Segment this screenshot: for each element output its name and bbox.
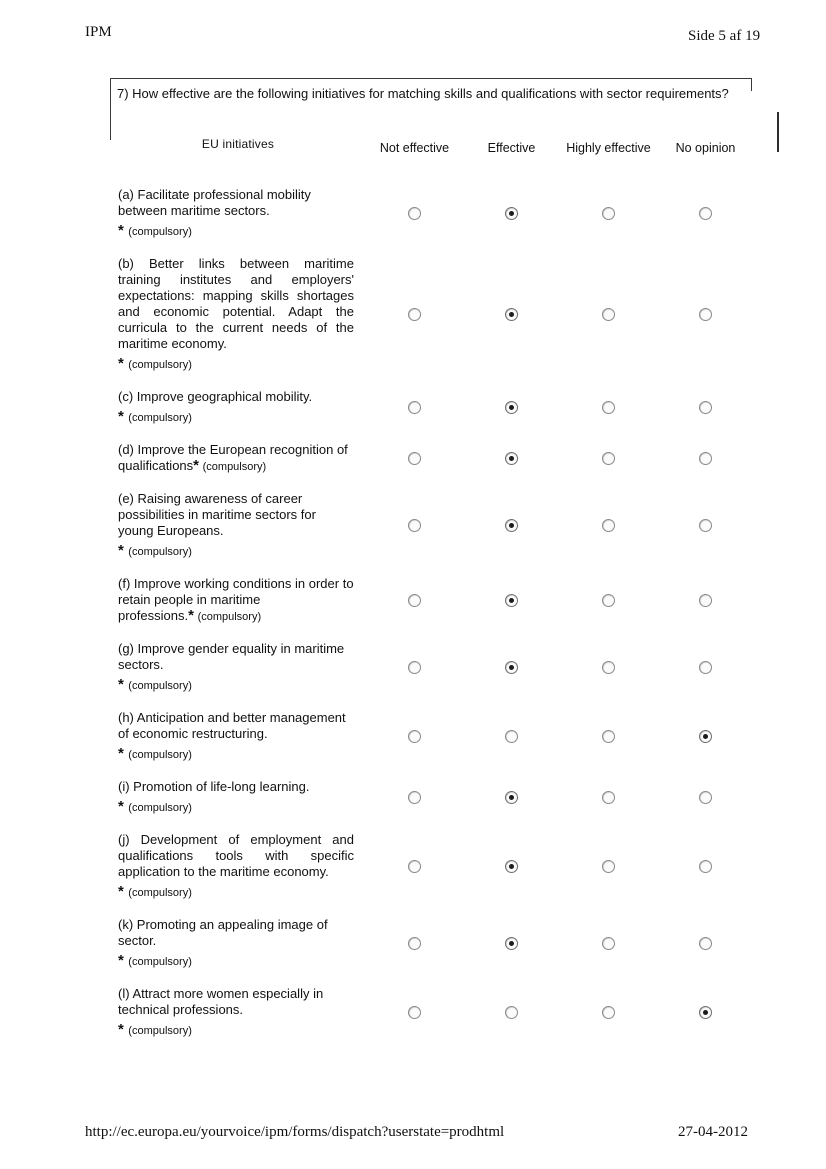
print-footer-date: 27-04-2012 <box>678 1124 748 1140</box>
radio-no-opinion-row-j[interactable] <box>699 860 712 873</box>
radio-cell <box>657 491 754 560</box>
radio-cell <box>463 256 560 373</box>
radio-cell <box>463 641 560 694</box>
radio-effective-row-l[interactable] <box>505 1006 518 1019</box>
required-asterisk: * <box>118 952 124 969</box>
radio-cell <box>560 187 657 240</box>
radio-cell <box>657 442 754 475</box>
radio-not-effective-row-l[interactable] <box>408 1006 421 1019</box>
radio-not-effective-row-j[interactable] <box>408 860 421 873</box>
print-footer-url: http://ec.europa.eu/yourvoice/ipm/forms/dispatch?userstate=prodhtml <box>85 1124 505 1140</box>
table-row <box>110 389 754 426</box>
radio-cell <box>463 442 560 475</box>
radio-cell <box>560 641 657 694</box>
compulsory-note-text: (compulsory) <box>197 611 262 623</box>
table-row <box>110 779 754 816</box>
radio-no-opinion-row-i[interactable] <box>699 791 712 804</box>
radio-effective-row-a[interactable] <box>505 207 518 220</box>
radio-cell <box>366 187 463 240</box>
radio-cell <box>560 710 657 763</box>
compulsory-note-text: (compulsory) <box>128 546 192 558</box>
radio-highly-effective-row-k[interactable] <box>602 937 615 950</box>
radio-cell <box>560 491 657 560</box>
radio-cell <box>657 641 754 694</box>
row-label: (c) Improve geographical mobility. <box>118 389 313 404</box>
compulsory-note <box>118 356 354 373</box>
row-label: (e) Raising awareness of career possibilities in maritime sectors for young Europeans. <box>118 491 316 538</box>
radio-cell <box>657 389 754 426</box>
row-label-cell <box>110 187 366 240</box>
radio-not-effective-row-g[interactable] <box>408 661 421 674</box>
compulsory-note <box>118 409 354 426</box>
compulsory-note <box>118 746 354 763</box>
required-asterisk: * <box>118 1021 124 1038</box>
radio-cell <box>463 576 560 625</box>
radio-cell <box>463 779 560 816</box>
radio-cell <box>657 256 754 373</box>
radio-cell <box>657 187 754 240</box>
radio-cell <box>366 641 463 694</box>
radio-effective-row-h[interactable] <box>505 730 518 743</box>
table-row <box>110 917 754 970</box>
required-asterisk: * <box>118 798 124 815</box>
radio-no-opinion-row-c[interactable] <box>699 401 712 414</box>
radio-no-opinion-row-e[interactable] <box>699 519 712 532</box>
radio-cell <box>463 710 560 763</box>
radio-not-effective-row-i[interactable] <box>408 791 421 804</box>
row-label-cell <box>110 917 366 970</box>
table-row <box>110 710 754 763</box>
table-row <box>110 256 754 373</box>
row-label: (h) Anticipation and better management of economic restructuring. <box>118 710 346 741</box>
radio-cell <box>463 832 560 901</box>
radio-not-effective-row-b[interactable] <box>408 308 421 321</box>
row-label-cell <box>110 986 366 1039</box>
compulsory-note <box>193 458 266 473</box>
row-label-cell <box>110 389 366 426</box>
radio-effective-row-b[interactable] <box>505 308 518 321</box>
row-label: (j) Development of employment and qualifications tools with specific application to the maritime economy. <box>118 832 354 879</box>
radio-cell <box>657 779 754 816</box>
table-row <box>110 576 754 625</box>
radio-no-opinion-row-b[interactable] <box>699 308 712 321</box>
compulsory-note <box>118 677 354 694</box>
table-frame-right-tick <box>751 78 752 91</box>
row-label-cell <box>110 779 366 816</box>
radio-effective-row-j[interactable] <box>505 860 518 873</box>
radio-cell <box>463 917 560 970</box>
radio-not-effective-row-a[interactable] <box>408 207 421 220</box>
table-row <box>110 442 754 475</box>
column-header-eu-initiatives: EU initiatives <box>201 137 275 151</box>
table-frame-top-line <box>110 78 752 79</box>
radio-highly-effective-row-i[interactable] <box>602 791 615 804</box>
radio-highly-effective-row-e[interactable] <box>602 519 615 532</box>
radio-cell <box>657 576 754 625</box>
row-label-cell <box>110 641 366 694</box>
radio-cell <box>366 710 463 763</box>
compulsory-note-text: (compulsory) <box>128 226 192 238</box>
compulsory-note-text: (compulsory) <box>128 802 192 814</box>
question-text: 7) How effective are the following initiatives for matching skills and qualifications with sector requirements? <box>117 86 729 101</box>
table-row <box>110 641 754 694</box>
row-label: (f) Improve working conditions in order to retain people in maritime professions.* (compulsory) <box>118 576 354 624</box>
row-label: (l) Attract more women especially in technical professions. <box>118 986 324 1017</box>
table-row <box>110 491 754 560</box>
column-header-highly-effective: Highly effective <box>566 141 651 155</box>
required-asterisk: * <box>118 355 124 372</box>
row-label: (d) Improve the European recognition of qualifications* (compulsory) <box>118 442 348 474</box>
table-rows <box>110 187 754 1039</box>
radio-cell <box>366 917 463 970</box>
radio-no-opinion-row-h[interactable] <box>699 730 712 743</box>
radio-no-opinion-row-l[interactable] <box>699 1006 712 1019</box>
row-label: (b) Better links between maritime training institutes and employers' expectations: mapping skills shortages and economic potential. Adapt the curricula to the current needs of the maritime economy. <box>118 256 354 351</box>
print-header-app: IPM <box>85 24 112 40</box>
print-header-pagenum: Side 5 af 19 <box>688 28 761 44</box>
compulsory-note <box>188 608 261 623</box>
radio-cell <box>657 832 754 901</box>
radio-cell <box>463 389 560 426</box>
table-frame-right-line <box>777 112 779 152</box>
radio-effective-row-f[interactable] <box>505 594 518 607</box>
radio-highly-effective-row-g[interactable] <box>602 661 615 674</box>
table-header-row <box>110 131 754 155</box>
radio-not-effective-row-c[interactable] <box>408 401 421 414</box>
compulsory-note <box>118 799 354 816</box>
compulsory-note <box>118 1022 354 1039</box>
radio-highly-effective-row-d[interactable] <box>602 452 615 465</box>
compulsory-note-text: (compulsory) <box>128 749 192 761</box>
radio-cell <box>560 576 657 625</box>
required-asterisk: * <box>193 457 199 474</box>
compulsory-note-text: (compulsory) <box>128 887 192 899</box>
radio-cell <box>560 442 657 475</box>
row-label: (k) Promoting an appealing image of sector. <box>118 917 328 948</box>
radio-highly-effective-row-b[interactable] <box>602 308 615 321</box>
radio-cell <box>560 917 657 970</box>
radio-effective-row-c[interactable] <box>505 401 518 414</box>
compulsory-note <box>118 223 354 240</box>
radio-not-effective-row-h[interactable] <box>408 730 421 743</box>
radio-cell <box>560 986 657 1039</box>
compulsory-note <box>118 543 354 560</box>
radio-no-opinion-row-d[interactable] <box>699 452 712 465</box>
radio-not-effective-row-d[interactable] <box>408 452 421 465</box>
column-header-effective: Effective <box>487 141 536 155</box>
radio-cell <box>366 256 463 373</box>
radio-no-opinion-row-f[interactable] <box>699 594 712 607</box>
compulsory-note-text: (compulsory) <box>128 1025 192 1037</box>
row-label: (i) Promotion of life-long learning. <box>118 779 310 794</box>
radio-cell <box>366 442 463 475</box>
table-row <box>110 187 754 240</box>
required-asterisk: * <box>118 745 124 762</box>
radio-cell <box>657 917 754 970</box>
radio-cell <box>657 986 754 1039</box>
radio-not-effective-row-f[interactable] <box>408 594 421 607</box>
table-row <box>110 832 754 901</box>
required-asterisk: * <box>118 222 124 239</box>
required-asterisk: * <box>118 542 124 559</box>
radio-highly-effective-row-a[interactable] <box>602 207 615 220</box>
radio-cell <box>366 389 463 426</box>
radio-cell <box>657 710 754 763</box>
radio-not-effective-row-e[interactable] <box>408 519 421 532</box>
column-header-not-effective: Not effective <box>379 141 450 155</box>
radio-cell <box>560 389 657 426</box>
table-row <box>110 986 754 1039</box>
survey-table <box>110 131 754 1055</box>
required-asterisk: * <box>118 408 124 425</box>
radio-effective-row-d[interactable] <box>505 452 518 465</box>
row-label-cell <box>110 576 366 625</box>
column-header-no-opinion: No opinion <box>675 141 736 155</box>
row-label-cell <box>110 491 366 560</box>
required-asterisk: * <box>118 676 124 693</box>
row-label-cell <box>110 832 366 901</box>
radio-effective-row-i[interactable] <box>505 791 518 804</box>
radio-effective-row-k[interactable] <box>505 937 518 950</box>
radio-highly-effective-row-f[interactable] <box>602 594 615 607</box>
compulsory-note <box>118 884 354 901</box>
radio-cell <box>560 779 657 816</box>
row-label-cell <box>110 710 366 763</box>
radio-cell <box>560 256 657 373</box>
radio-effective-row-e[interactable] <box>505 519 518 532</box>
row-label: (g) Improve gender equality in maritime sectors. <box>118 641 345 672</box>
radio-no-opinion-row-k[interactable] <box>699 937 712 950</box>
radio-cell <box>463 491 560 560</box>
radio-cell <box>463 187 560 240</box>
radio-no-opinion-row-a[interactable] <box>699 207 712 220</box>
compulsory-note-text: (compulsory) <box>202 461 267 473</box>
radio-cell <box>366 832 463 901</box>
compulsory-note-text: (compulsory) <box>128 680 192 692</box>
row-label-cell <box>110 256 366 373</box>
compulsory-note-text: (compulsory) <box>128 359 192 371</box>
compulsory-note-text: (compulsory) <box>128 956 192 968</box>
compulsory-note <box>118 953 354 970</box>
row-label: (a) Facilitate professional mobility between maritime sectors. <box>118 187 311 218</box>
radio-no-opinion-row-g[interactable] <box>699 661 712 674</box>
compulsory-note-text: (compulsory) <box>128 412 192 424</box>
radio-cell <box>560 832 657 901</box>
radio-cell <box>366 491 463 560</box>
radio-highly-effective-row-c[interactable] <box>602 401 615 414</box>
radio-not-effective-row-k[interactable] <box>408 937 421 950</box>
radio-highly-effective-row-l[interactable] <box>602 1006 615 1019</box>
radio-highly-effective-row-h[interactable] <box>602 730 615 743</box>
row-label-cell <box>110 442 366 475</box>
required-asterisk: * <box>188 607 194 624</box>
radio-cell <box>366 779 463 816</box>
radio-cell <box>463 986 560 1039</box>
radio-highly-effective-row-j[interactable] <box>602 860 615 873</box>
required-asterisk: * <box>118 883 124 900</box>
radio-cell <box>366 576 463 625</box>
radio-cell <box>366 986 463 1039</box>
radio-effective-row-g[interactable] <box>505 661 518 674</box>
